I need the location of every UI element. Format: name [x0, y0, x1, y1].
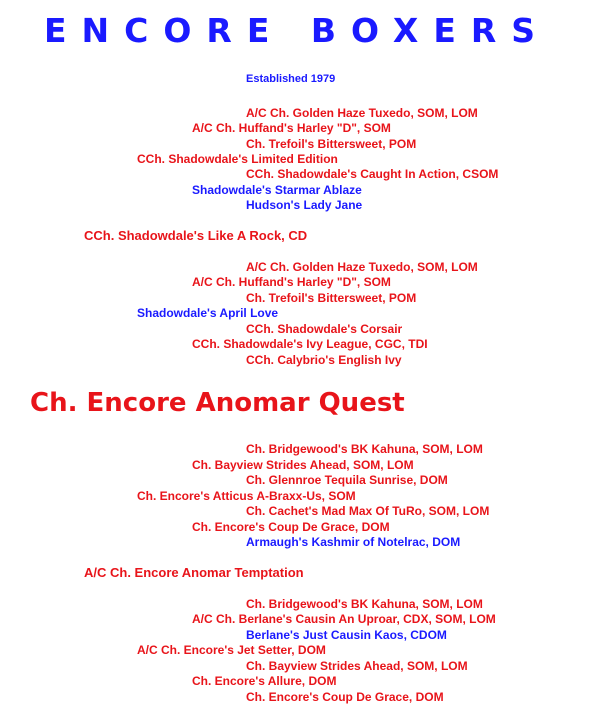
pedigree-entry: A/C Ch. Golden Haze Tuxedo, SOM, LOM	[246, 106, 478, 120]
pedigree-entry: A/C Ch. Golden Haze Tuxedo, SOM, LOM	[246, 260, 478, 274]
kennel-title: ENCORE BOXERS	[44, 11, 551, 50]
pedigree-entry: Hudson's Lady Jane	[246, 198, 363, 212]
pedigree-entry: CCh. Shadowdale's Ivy League, CGC, TDI	[192, 337, 428, 351]
pedigree-entry: Ch. Encore's Coup De Grace, DOM	[246, 690, 444, 704]
pedigree-entry: Shadowdale's Starmar Ablaze	[192, 183, 362, 197]
pedigree-entry: CCh. Calybrio's English Ivy	[246, 353, 402, 367]
pedigree-entry: A/C Ch. Huffand's Harley "D", SOM	[192, 275, 391, 289]
pedigree-entry: Berlane's Just Causin Kaos, CDOM	[246, 628, 447, 642]
pedigree-entry: A/C Ch. Berlane's Causin An Uproar, CDX, SOM, LOM	[192, 612, 496, 626]
pedigree-entry: Ch. Encore's Atticus A-Braxx-Us, SOM	[137, 489, 356, 503]
pedigree-entry: A/C Ch. Encore's Jet Setter, DOM	[137, 643, 326, 657]
pedigree-entry: Ch. Trefoil's Bittersweet, POM	[246, 291, 417, 305]
pedigree-entry: Ch. Trefoil's Bittersweet, POM	[246, 137, 417, 151]
pedigree-entry: CCh. Shadowdale's Limited Edition	[137, 152, 338, 166]
pedigree-entry: Ch. Bridgewood's BK Kahuna, SOM, LOM	[246, 442, 483, 456]
pedigree-entry: Ch. Cachet's Mad Max Of TuRo, SOM, LOM	[246, 504, 490, 518]
established-date: Established 1979	[246, 73, 336, 85]
subject-dog-name: Ch. Encore Anomar Quest	[30, 388, 405, 418]
pedigree-entry: Ch. Encore's Allure, DOM	[192, 674, 337, 688]
pedigree-entry: Ch. Bridgewood's BK Kahuna, SOM, LOM	[246, 597, 483, 611]
pedigree-entry: Ch. Bayview Strides Ahead, SOM, LOM	[192, 458, 414, 472]
sire-name: CCh. Shadowdale's Like A Rock, CD	[84, 228, 308, 243]
pedigree-entry: Armaugh's Kashmir of Notelrac, DOM	[246, 535, 461, 549]
pedigree-entry: Ch. Encore's Coup De Grace, DOM	[192, 520, 390, 534]
pedigree-entry: CCh. Shadowdale's Caught In Action, CSOM	[246, 167, 499, 181]
pedigree-entry: Ch. Bayview Strides Ahead, SOM, LOM	[246, 659, 468, 673]
dam-name: A/C Ch. Encore Anomar Temptation	[84, 565, 304, 580]
pedigree-entry: CCh. Shadowdale's Corsair	[246, 322, 403, 336]
pedigree-entry: A/C Ch. Huffand's Harley "D", SOM	[192, 121, 391, 135]
pedigree-entry: Shadowdale's April Love	[137, 306, 279, 320]
pedigree-entry: Ch. Glennroe Tequila Sunrise, DOM	[246, 473, 448, 487]
